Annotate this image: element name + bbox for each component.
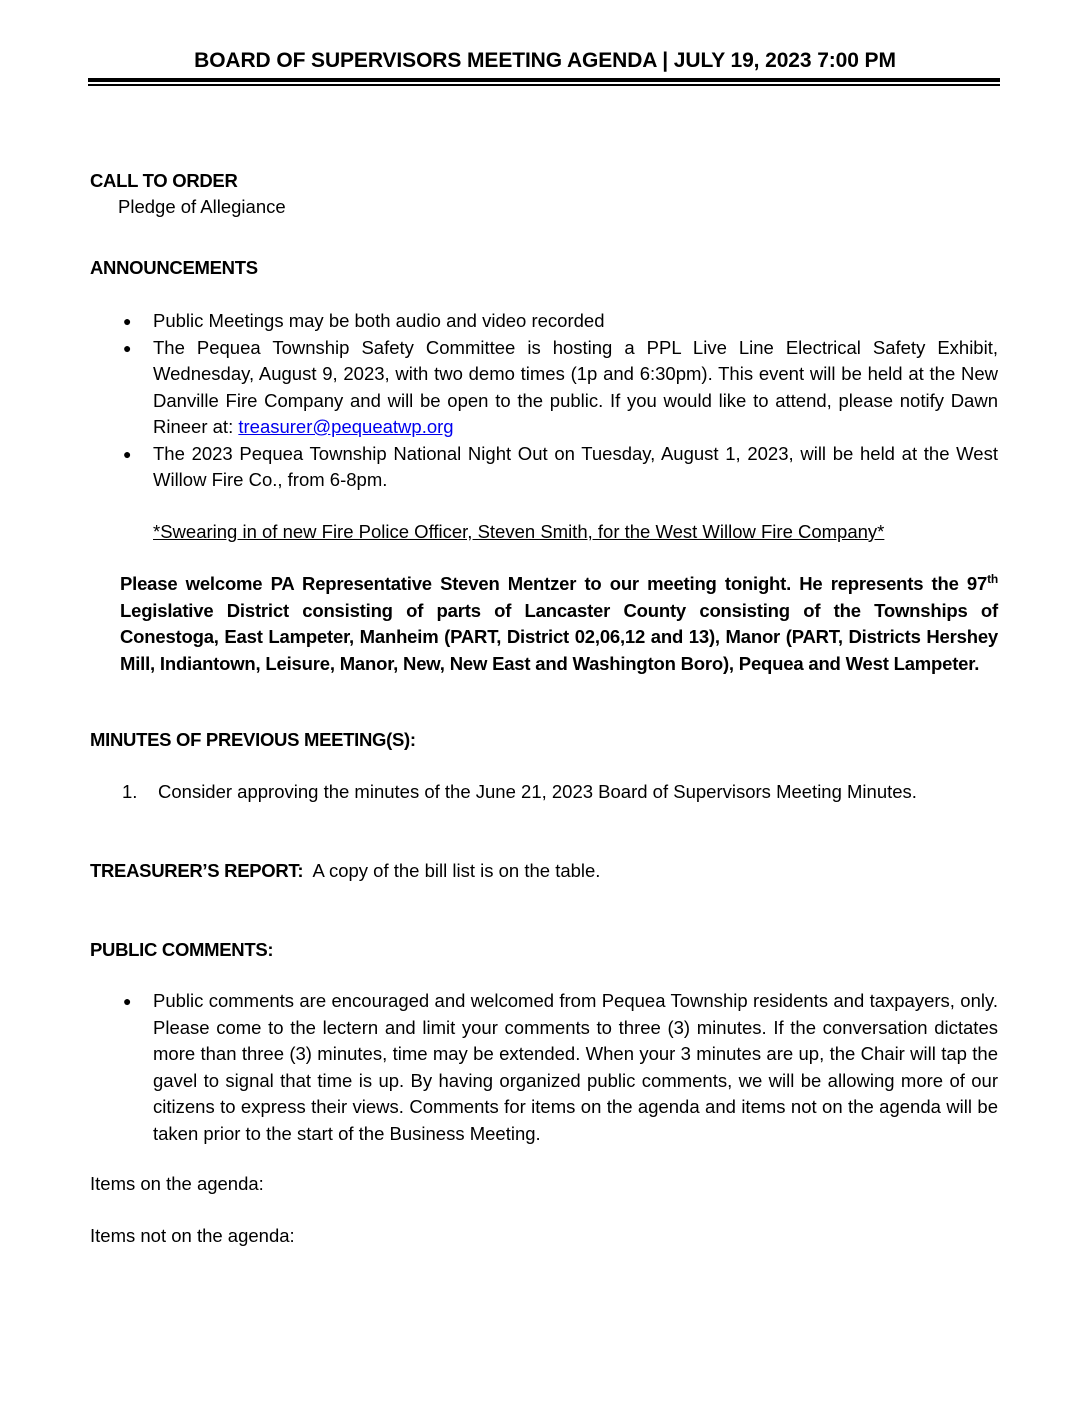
treasurer-heading: TREASURER’S REPORT: — [90, 860, 304, 881]
list-item — [90, 441, 998, 494]
minutes-item-text: Consider approving the minutes of the June 21, 2023 Board of Supervisors Meeting Minutes. — [158, 781, 917, 802]
item-number: 1. — [122, 781, 138, 802]
public-comments-heading: PUBLIC COMMENTS: — [90, 939, 274, 960]
announcements-list — [90, 308, 998, 494]
minutes-heading: MINUTES OF PREVIOUS MEETING(S): — [90, 729, 416, 750]
title-divider-thin — [88, 84, 1000, 86]
bullet-icon: ● — [123, 993, 132, 1009]
welcome-paragraph — [90, 571, 998, 677]
announcement-text: The 2023 Pequea Township National Night Out on Tuesday, August 1, 2023, will be held at the West Willow Fire Co., from 6-8pm. — [153, 442, 998, 490]
announcement-text: The Pequea Township Safety Committee is hosting a PPL Live Line Electrical Safety Exhibit, Wednesday, August 9, 2023, with two demo times (1p and 6:30pm). This event will be held at the New Danville Fire Company and will be open to the public. If you would like to attend, please notify Dawn Rineer at: — [153, 336, 998, 437]
treasurer-report — [90, 858, 600, 885]
announcement-text: Public Meetings may be both audio and video recorded — [153, 310, 605, 331]
welcome-text-part1: Please welcome PA Representative Steven Mentzer to our meeting tonight. He represents the 97 — [120, 573, 988, 594]
treasurer-text: A copy of the bill list is on the table. — [303, 860, 601, 881]
ordinal-suffix: th — [987, 571, 998, 586]
public-comments-text: Public comments are encouraged and welcomed from Pequea Township residents and taxpayers, only. Please come to the lectern and limit your comments to three (3) minutes. If the conversation dictates more than three (3) minutes, time may be extended. When your 3 minutes are up, the Chair will tap the gavel to signal that time is up. By having organized public comments, we will be allowing more of our citizens to express their views. Comments for items on the agenda and items not on the agenda will be taken prior to the start of the Business Meeting. — [153, 990, 998, 1144]
items-not-on-agenda: Items not on the agenda: — [90, 1225, 295, 1246]
call-to-order-heading: CALL TO ORDER — [90, 170, 238, 191]
items-on-agenda: Items on the agenda: — [90, 1173, 264, 1194]
treasurer-email-link[interactable]: treasurer@pequeatwp.org — [238, 416, 454, 437]
public-comments-list — [90, 988, 998, 1147]
bullet-icon: ● — [123, 339, 132, 356]
bullet-icon: ● — [123, 313, 132, 329]
bullet-icon: ● — [123, 445, 132, 462]
minutes-list — [90, 779, 998, 806]
page-title: BOARD OF SUPERVISORS MEETING AGENDA | JULY 19, 2023 7:00 PM — [194, 49, 896, 72]
list-item — [90, 308, 998, 335]
pledge-item: Pledge of Allegiance — [118, 196, 286, 217]
list-item — [90, 988, 998, 1147]
list-item — [90, 335, 998, 441]
welcome-text-part2: Legislative District consisting of parts of Lancaster County consisting of the Townships of Conestoga, East Lampeter, Manheim (PART, District 02,06,12 and 13), Manor (PART, Districts Hershey Mill, Indiantown, Leisure, Manor, New, New East and Washington Boro), Pequea and West Lampeter. — [120, 599, 998, 674]
list-item — [90, 779, 998, 806]
title-divider-thick — [88, 78, 1000, 82]
swearing-in-notice: *Swearing in of new Fire Police Officer, Steven Smith, for the West Willow Fire Company* — [153, 521, 885, 542]
announcements-heading: ANNOUNCEMENTS — [90, 257, 258, 278]
